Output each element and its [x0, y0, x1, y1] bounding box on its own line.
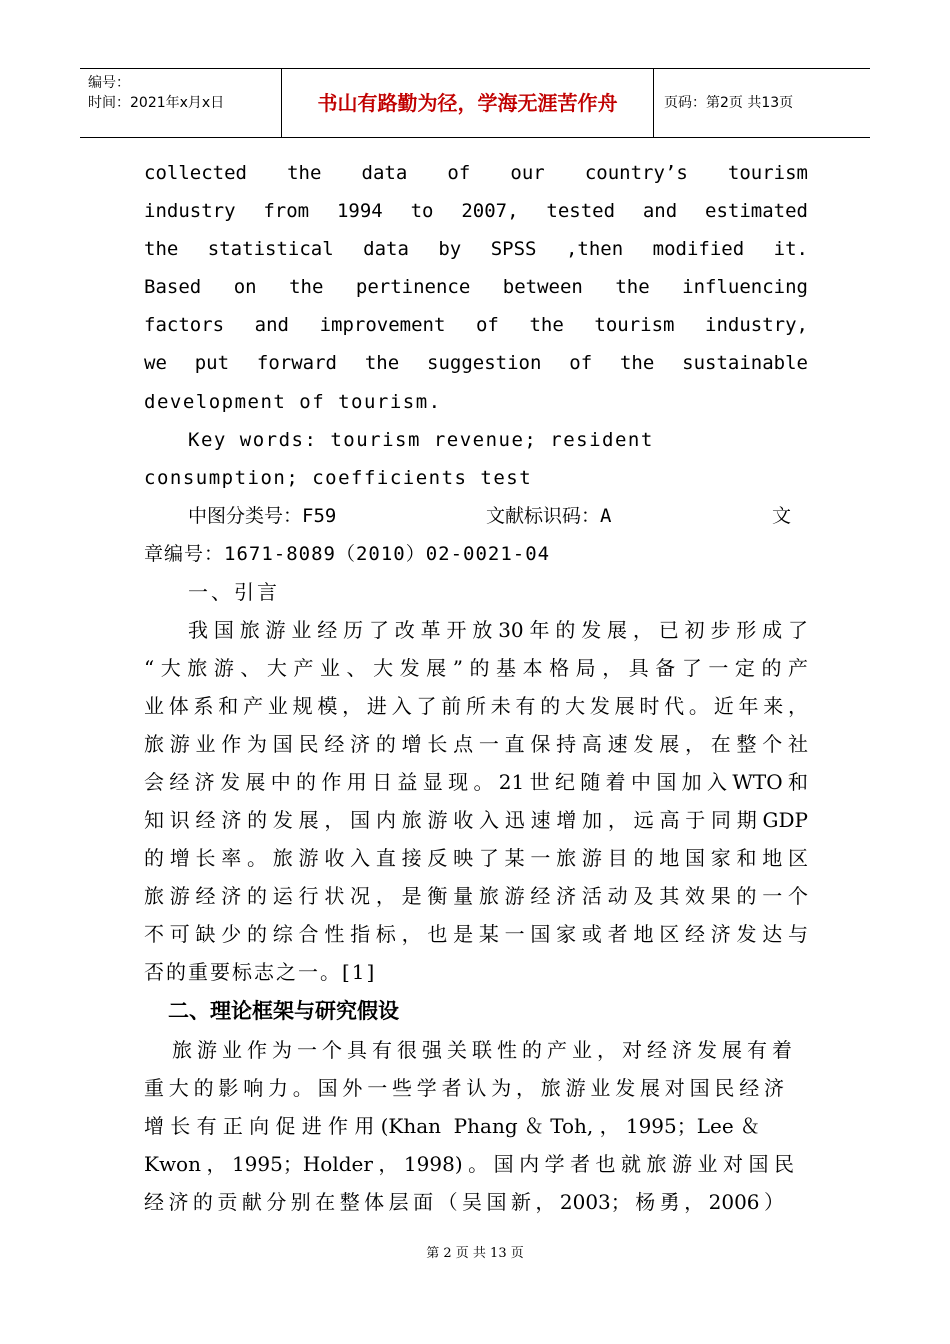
keywords-line: Key words: tourism revenue; resident	[188, 429, 654, 451]
paragraph-line: 不可缺少的综合性指标，也是某一国家或者地区经济发达与	[144, 922, 808, 946]
abstract-line: collected the data of our country’s tourism	[144, 162, 808, 184]
paragraph-line: 的增长率。旅游收入直接反映了某一旅游目的地国家和地区	[144, 846, 808, 870]
paragraph-line: Kwon，1995；Holder，1998)。国内学者也就旅游业对国民	[144, 1152, 794, 1176]
paragraph-line: 经济的贡献分别在整体层面（吴国新，2003；杨勇，2006）	[144, 1190, 784, 1214]
page-header	[80, 68, 870, 138]
abstract-line: the statistical data by SPSS ,then modified it.	[144, 238, 808, 260]
document-number-label: 编号：	[88, 75, 130, 91]
article-number: 章编号：1671-8089（2010）02-0021-04	[144, 543, 551, 565]
document-code: 文献标识码：A	[486, 505, 612, 527]
section-heading: 二、理论框架与研究假设	[168, 999, 399, 1023]
abstract-line: factors and improvement of the tourism industry,	[144, 314, 808, 336]
classification-line	[188, 502, 808, 530]
paragraph-line: 知识经济的发展，国内旅游收入迅速增加，远高于同期GDP	[144, 808, 808, 832]
paragraph-line: 否的重要标志之一。[1]	[144, 960, 377, 984]
article-number-prefix: 文	[772, 505, 792, 527]
section-title: 一、引言	[188, 580, 280, 604]
page-footer: 第 2 页 共 13 页	[426, 1246, 524, 1261]
header-motto: 书山有路勤为径，学海无涯苦作舟	[282, 69, 654, 137]
clc-number: 中图分类号：F59	[188, 505, 337, 527]
abstract-line: we put forward the suggestion of the sustainable	[144, 352, 808, 374]
paragraph-line: 增长有正向促进作用(Khan Phang＆Toh,，1995；Lee＆	[144, 1114, 760, 1138]
document-time-label: 时间：2021年x月x日	[88, 95, 225, 111]
paragraph-line: 重大的影响力。国外一些学者认为，旅游业发展对国民经济	[144, 1076, 784, 1100]
paragraph-line: “大旅游、大产业、大发展”的基本格局，具备了一定的产	[144, 656, 808, 680]
paragraph-line: 旅游业作为一个具有很强关联性的产业，对经济发展有着	[172, 1038, 792, 1062]
paragraph-line: 旅游业作为国民经济的增长点一直保持高速发展，在整个社	[144, 732, 808, 756]
keywords-line: consumption; coefficients test	[144, 467, 533, 489]
paragraph-line: 我国旅游业经历了改革开放30年的发展，已初步形成了	[188, 618, 808, 642]
paragraph-line: 旅游经济的运行状况，是衡量旅游经济活动及其效果的一个	[144, 884, 808, 908]
paragraph-line: 业体系和产业规模，进入了前所未有的大发展时代。近年来，	[144, 694, 808, 718]
abstract-line: industry from 1994 to 2007, tested and estimated	[144, 200, 808, 222]
header-page-info: 页码：第2页 共13页	[664, 95, 794, 111]
paragraph-line: 会经济发展中的作用日益显现。21世纪随着中国加入WTO和	[144, 770, 808, 794]
abstract-line: Based on the pertinence between the influencing	[144, 276, 808, 298]
abstract-line: development of tourism.	[144, 391, 442, 413]
header-meta-cell	[80, 69, 282, 137]
